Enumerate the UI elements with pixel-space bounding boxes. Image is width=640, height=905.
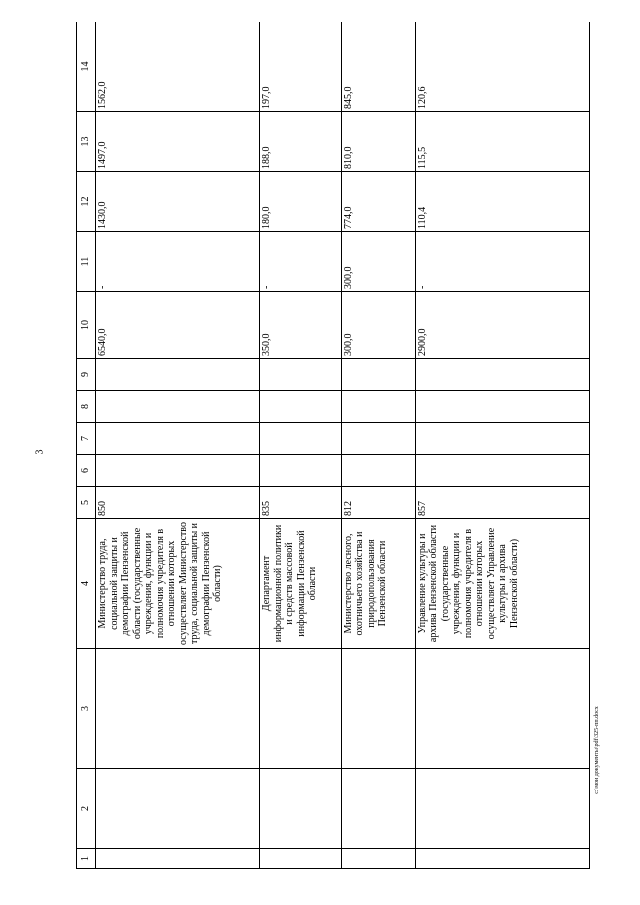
org-cell: Управление культуры и архива Пензенской области (государственные учреждения, функции и полномочия учредителя в отношении которых осуществляет Управление культуры и архива Пензенской области): [415, 519, 589, 649]
value-cell: 188,0: [260, 112, 342, 172]
code-cell: 850: [96, 487, 260, 519]
header-cell: 8: [77, 391, 96, 423]
header-cell: 3: [77, 649, 96, 769]
value-cell: 1430,0: [96, 172, 260, 232]
table-cell: [96, 391, 260, 423]
table-cell: [96, 455, 260, 487]
value-cell: 110,4: [415, 172, 589, 232]
table-cell: [415, 423, 589, 455]
header-cell: 5: [77, 487, 96, 519]
org-cell: Министерство труда, социальной защиты и демографии Пензенской области (государственные учреждения, функции и полномочия учредителя в отношении которых осуществляет Министерство труда, социальной защиты и демографии Пензенской области): [96, 519, 260, 649]
page-number: 3: [34, 449, 46, 455]
table-cell: [415, 359, 589, 391]
org-cell: Департамент информационной политики и средств массовой информации Пензенской области: [260, 519, 342, 649]
value-cell: 350,0: [260, 292, 342, 359]
table-cell: [260, 391, 342, 423]
header-cell: 11: [77, 232, 96, 292]
table-cell: [415, 649, 589, 769]
table-cell: [260, 849, 342, 869]
table-cell: [341, 769, 415, 849]
table-cell: [96, 423, 260, 455]
value-cell: 1562,0: [96, 22, 260, 112]
value-cell: 180,0: [260, 172, 342, 232]
value-cell: 6540,0: [96, 292, 260, 359]
code-cell: 835: [260, 487, 342, 519]
value-cell: 774,0: [341, 172, 415, 232]
value-cell: 845,0: [341, 22, 415, 112]
table-cell: [96, 649, 260, 769]
rotated-table: [76, 22, 590, 869]
code-cell: 812: [341, 487, 415, 519]
header-cell: 6: [77, 455, 96, 487]
table-cell: [415, 769, 589, 849]
value-cell: 1497,0: [96, 112, 260, 172]
table-cell: [260, 455, 342, 487]
header-cell: 4: [77, 519, 96, 649]
table-row: [260, 22, 342, 869]
header-cell: 1: [77, 849, 96, 869]
table-cell: [96, 849, 260, 869]
table-row: [415, 22, 589, 869]
header-cell: 12: [77, 172, 96, 232]
table-cell: [341, 359, 415, 391]
value-cell: -: [96, 232, 260, 292]
table-container: [76, 22, 590, 869]
table-cell: [341, 849, 415, 869]
value-cell: 2900,0: [415, 292, 589, 359]
budget-table: [76, 22, 590, 869]
table-cell: [260, 649, 342, 769]
table-cell: [260, 359, 342, 391]
header-row: [77, 22, 96, 869]
value-cell: 810,0: [341, 112, 415, 172]
code-cell: 857: [415, 487, 589, 519]
header-cell: 14: [77, 22, 96, 112]
header-cell: 10: [77, 292, 96, 359]
value-cell: 300,0: [341, 292, 415, 359]
value-cell: 300,0: [341, 232, 415, 292]
table-row: [96, 22, 260, 869]
value-cell: 197,0: [260, 22, 342, 112]
header-cell: 13: [77, 112, 96, 172]
value-cell: 115,5: [415, 112, 589, 172]
table-cell: [260, 423, 342, 455]
table-cell: [415, 455, 589, 487]
value-cell: 120,6: [415, 22, 589, 112]
table-cell: [341, 649, 415, 769]
table-cell: [415, 849, 589, 869]
org-cell: Министерство лесного, охотничьего хозяйства и природопользования Пензенской области: [341, 519, 415, 649]
header-cell: 7: [77, 423, 96, 455]
table-cell: [260, 769, 342, 849]
table-cell: [341, 455, 415, 487]
value-cell: -: [260, 232, 342, 292]
header-cell: 2: [77, 769, 96, 849]
table-cell: [96, 769, 260, 849]
table-cell: [341, 391, 415, 423]
value-cell: -: [415, 232, 589, 292]
table-cell: [415, 391, 589, 423]
header-cell: 9: [77, 359, 96, 391]
table-cell: [96, 359, 260, 391]
table-row: [341, 22, 415, 869]
table-cell: [341, 423, 415, 455]
footer-file-path: с:\мои документы\pdf\325-пп.docx: [594, 706, 600, 794]
